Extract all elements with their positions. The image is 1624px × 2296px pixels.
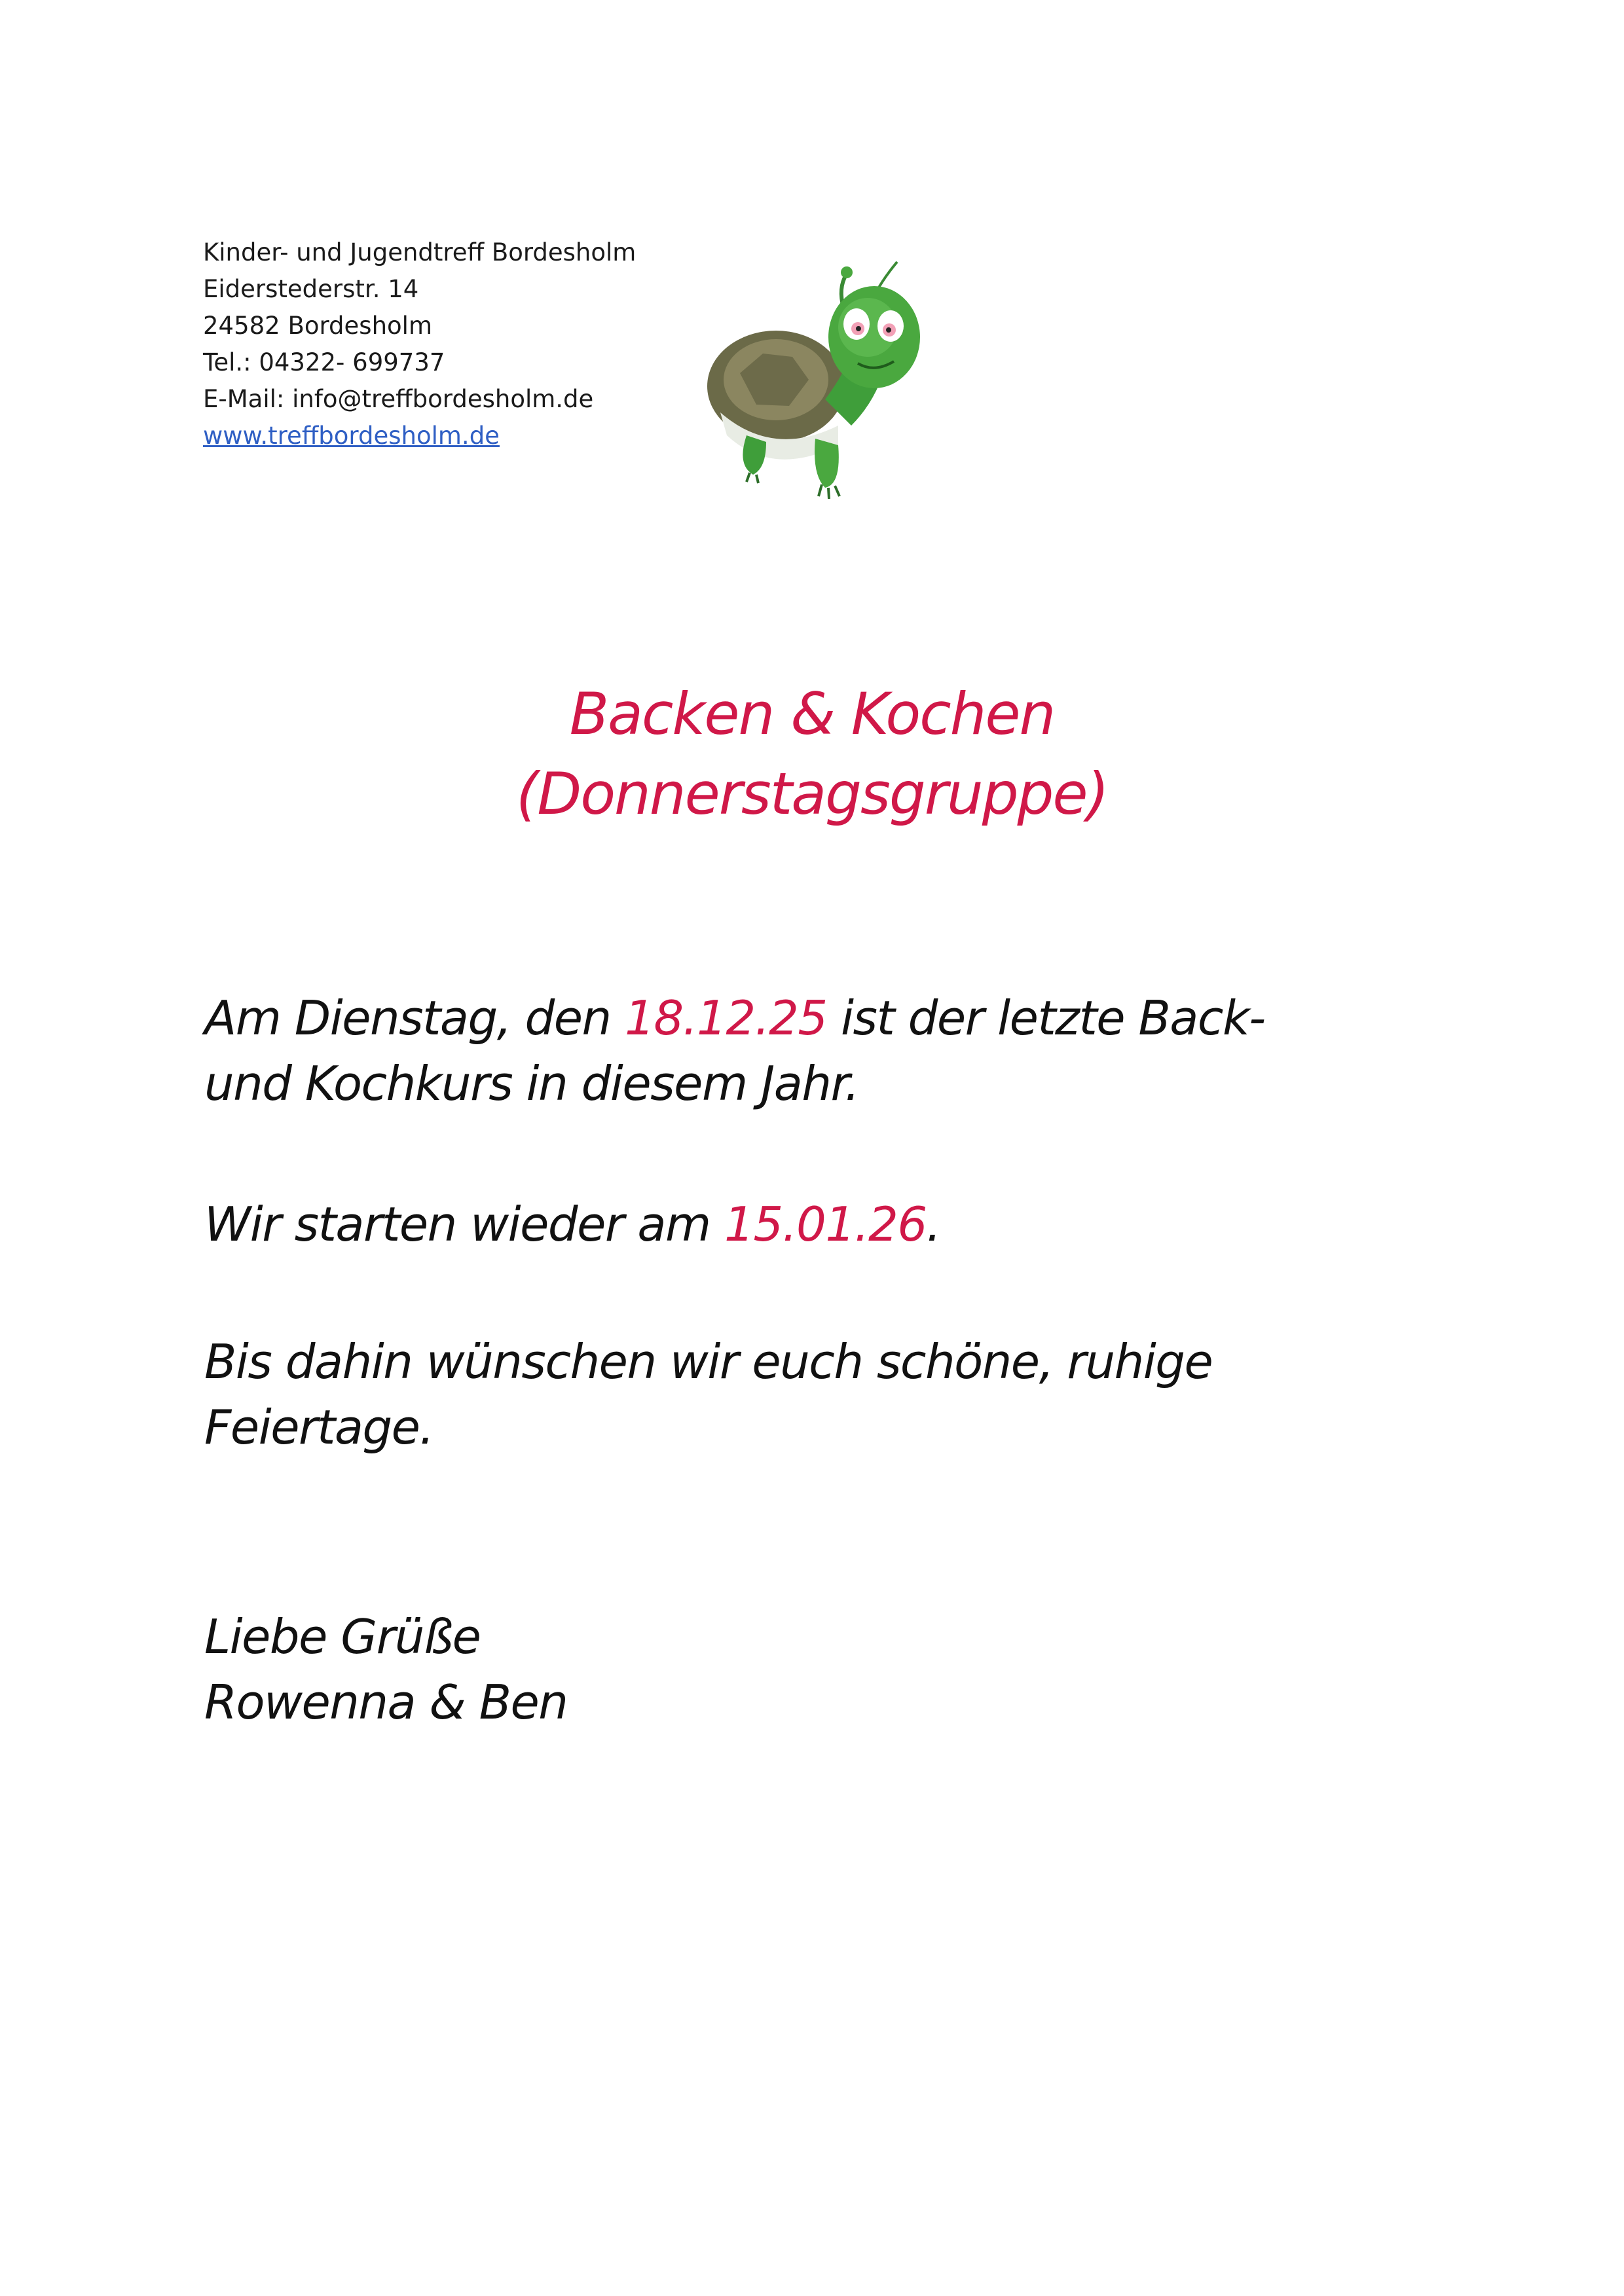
closing-signature xyxy=(204,1604,567,1735)
phone: Tel.: 04322- 699737 xyxy=(203,348,445,376)
text-segment: Am Dienstag, den xyxy=(204,991,625,1046)
restart-date: 15.01.26 xyxy=(724,1197,927,1252)
org-name: Kinder- und Jugendtreff Bordesholm xyxy=(203,238,637,266)
title-line-2: (Donnerstagsgruppe) xyxy=(516,760,1108,828)
city: 24582 Bordesholm xyxy=(203,312,432,340)
text-segment: ist der letzte Back- xyxy=(826,991,1265,1046)
email: E-Mail: info@treffbordesholm.de xyxy=(203,385,594,413)
website-link[interactable]: www.treffbordesholm.de xyxy=(203,422,500,450)
paragraph-line xyxy=(204,985,1265,1051)
paragraph-last-course xyxy=(204,985,1265,1116)
paragraph-line: Feiertage. xyxy=(204,1400,434,1455)
letterhead xyxy=(203,234,636,454)
closing-greeting: Liebe Grüße xyxy=(204,1609,481,1664)
paragraph-restart xyxy=(204,1192,940,1257)
last-course-date: 18.12.25 xyxy=(625,991,827,1046)
paragraph-line: und Kochkurs in diesem Jahr. xyxy=(204,1056,859,1111)
title-line-1: Backen & Kochen xyxy=(569,680,1055,748)
page-title xyxy=(0,674,1624,834)
text-segment: Wir starten wieder am xyxy=(204,1197,725,1252)
signature-names: Rowenna & Ben xyxy=(204,1675,568,1730)
text-segment: . xyxy=(926,1197,941,1252)
street-address: Eiderstederstr. 14 xyxy=(203,275,419,303)
paragraph-holiday-wishes xyxy=(204,1329,1212,1460)
turtle-mascot-icon xyxy=(701,249,936,511)
paragraph-line: Bis dahin wünschen wir euch schöne, ruhige xyxy=(204,1334,1213,1389)
